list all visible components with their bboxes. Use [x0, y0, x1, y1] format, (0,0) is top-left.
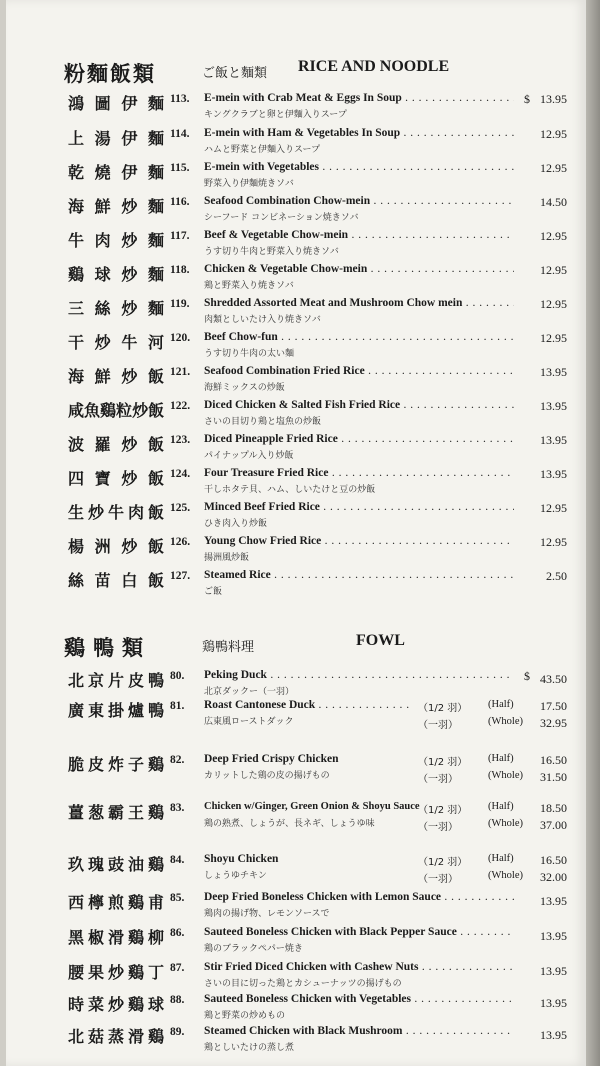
dish-name-char: 鷄: [147, 803, 164, 822]
dish-name-char: 四: [68, 469, 85, 488]
dish-name-char: 鷄: [68, 265, 85, 284]
dish-name-japanese: 揚洲風炒飯: [204, 553, 250, 563]
dish-name-char: 鴻: [68, 94, 85, 113]
dish-name-japanese: うす切り牛肉の太い麵: [204, 349, 295, 359]
dish-name-char: 東: [87, 701, 104, 720]
section-title-japanese: ご飯と麵類: [202, 66, 268, 81]
dish-name-chinese: [68, 534, 164, 557]
dish-name-char: 湯: [94, 129, 111, 148]
half-price: 18.50: [540, 801, 567, 815]
dish-name-japanese: 肉類としいたけ入り焼きソバ: [204, 315, 321, 325]
dish-name-char: 蒸: [107, 1027, 124, 1046]
price: 12.95: [540, 535, 567, 549]
menu-item: [6, 568, 586, 598]
dish-name-char: 麵: [147, 94, 164, 113]
whole-price: 31.50: [540, 770, 567, 784]
dish-name-char: 掛: [107, 701, 124, 720]
dish-name-char: 絲: [94, 299, 111, 318]
fowl-section-header: [6, 632, 586, 662]
item-number: 86.: [170, 927, 185, 939]
dish-name-char: 波: [68, 435, 85, 454]
menu-item: [6, 925, 586, 965]
dish-name-char: 苗: [94, 571, 111, 590]
menu-item: [6, 160, 586, 190]
price: 43.50: [540, 672, 567, 686]
dish-name-char: 燒: [94, 163, 111, 182]
dish-name-char: 飯: [147, 571, 164, 590]
dish-name-char: 王: [127, 803, 144, 822]
dish-name-char: 滑: [127, 1027, 144, 1046]
dish-name-char: 炒: [132, 401, 149, 420]
dish-name-char: 圖: [94, 94, 111, 113]
portion-whole-label: (Whole): [488, 818, 523, 829]
price: 13.95: [540, 365, 567, 379]
dish-name-english: Chicken w/Ginger, Green Onion & Shoyu Sauce: [204, 801, 420, 812]
dish-name-japanese: 鶏肉の揚げ物、レモンソースで: [204, 909, 330, 919]
dish-name-char: 炒: [107, 963, 124, 982]
currency-symbol: $: [524, 92, 530, 106]
dish-name-char: 魚: [84, 401, 101, 420]
dish-name-char: 鴨: [147, 701, 164, 720]
menu-item: [6, 228, 586, 258]
dish-name-char: 炒: [121, 469, 138, 488]
menu-page: [6, 0, 586, 1066]
dish-name-char: 牛: [68, 231, 85, 250]
dish-name-char: 絲: [68, 571, 85, 590]
dish-name-japanese: カリットした鶏の皮の揚げもの: [204, 771, 330, 781]
dish-name-chinese: [68, 925, 164, 948]
dish-name-char: 洲: [94, 537, 111, 556]
dish-name-char: 脆: [68, 755, 85, 774]
price: 13.95: [540, 433, 567, 447]
dish-name-english: Chicken & Vegetable Chow-mein . . .: [204, 263, 514, 275]
dish-name-japanese: しょうゆチキン: [204, 871, 267, 881]
whole-price: 32.95: [540, 716, 567, 730]
dish-name-char: 炒: [121, 537, 138, 556]
rice-noodle-section-header: [6, 58, 586, 88]
whole-price: 37.00: [540, 818, 567, 832]
dish-name-char: 瑰: [87, 855, 104, 874]
dish-name-char: 伊: [121, 129, 138, 148]
section-title-english: RICE AND NOODLE: [298, 58, 450, 75]
menu-item: [6, 398, 586, 428]
dish-name-char: 咸: [68, 401, 85, 420]
dish-name-japanese: さいの目に切った鶏とカシューナッツの揚げもの: [204, 979, 402, 989]
dish-name-japanese: ご飯: [204, 587, 223, 597]
dish-name-chinese: [68, 800, 164, 823]
dish-name-char: 鮮: [94, 367, 111, 386]
dish-name-chinese: [68, 160, 164, 183]
dish-name-char: 海: [68, 367, 85, 386]
dish-name-char: 楊: [68, 537, 85, 556]
dish-name-japanese: 海鮮ミックスの炒飯: [204, 383, 285, 393]
dish-name-char: 麵: [147, 163, 164, 182]
dish-name-english: E-mein with Vegetables . . .: [204, 161, 514, 173]
dish-name-char: 球: [147, 995, 164, 1014]
portion-whole-japanese: （一羽）: [418, 874, 458, 885]
dish-name-char: 飯: [148, 401, 165, 420]
dish-name-char: 炒: [121, 197, 138, 216]
dish-name-char: 炒: [107, 995, 124, 1014]
menu-item: [6, 364, 586, 394]
dish-name-chinese: [68, 398, 164, 421]
section-title-japanese: 鶏鴨料理: [202, 640, 255, 655]
dish-name-japanese: シーフード コンビネーション焼きソバ: [204, 213, 359, 223]
menu-item: [6, 91, 586, 121]
section-title-english: FOWL: [356, 632, 405, 649]
menu-item: [6, 852, 586, 892]
dish-name-japanese: 野菜入り伊麵焼きソバ: [204, 179, 294, 189]
dish-name-japanese: 干しホタテ貝、ハム、しいたけと豆の炒飯: [204, 485, 376, 495]
dish-name-char: 干: [68, 333, 85, 352]
dish-name-char: 麵: [147, 231, 164, 250]
dish-name-char: 伊: [121, 163, 138, 182]
dish-name-char: 丁: [147, 963, 164, 982]
dish-name-char: 球: [94, 265, 111, 284]
dish-name-english: Young Chow Fried Rice . . .: [204, 535, 514, 547]
dish-name-char: 白: [121, 571, 138, 590]
price: 2.50: [546, 569, 567, 583]
dish-name-english: Roast Cantonese Duck . . .: [204, 699, 410, 711]
dish-name-japanese: 北京ダックー（一羽）: [204, 687, 295, 697]
dish-name-char: 麵: [147, 129, 164, 148]
dish-name-char: 檸: [87, 893, 104, 912]
dish-name-char: 乾: [68, 163, 85, 182]
dish-name-char: 伊: [121, 94, 138, 113]
item-number: 123.: [170, 434, 191, 446]
dish-name-char: 鷄: [147, 1027, 164, 1046]
portion-half-japanese: （1/2 羽）: [418, 805, 468, 816]
dish-name-char: 煎: [107, 893, 124, 912]
menu-item: [6, 890, 586, 930]
dish-name-japanese: 鶏と野菜入り焼きソバ: [204, 281, 294, 291]
dish-name-english: Diced Chicken & Salted Fish Fried Rice . . .: [204, 399, 514, 411]
dish-name-char: 甫: [147, 893, 164, 912]
dish-name-chinese: [68, 1024, 164, 1047]
dish-name-chinese: [68, 668, 164, 691]
dish-name-chinese: [68, 126, 164, 149]
portion-half-japanese: （1/2 羽）: [418, 703, 468, 714]
half-price: 16.50: [540, 753, 567, 767]
dish-name-char: 腰: [68, 963, 85, 982]
dish-name-char: 薑: [68, 803, 85, 822]
menu-item: [6, 500, 586, 530]
item-number: 117.: [170, 230, 190, 242]
dish-name-char: 飯: [147, 503, 164, 522]
dish-name-japanese: 鶏のブラックペパー焼き: [204, 944, 303, 954]
item-number: 122.: [170, 400, 191, 412]
item-number: 125.: [170, 502, 191, 514]
dish-name-japanese: パイナップル入り炒飯: [204, 451, 294, 461]
item-number: 80.: [170, 670, 185, 682]
dish-name-char: 北: [68, 671, 85, 690]
portion-whole-japanese: （一羽）: [418, 774, 458, 785]
price: 13.95: [540, 996, 567, 1010]
dish-name-char: 皮: [87, 755, 104, 774]
dish-name-char: 鮮: [94, 197, 111, 216]
dish-name-char: 爐: [127, 701, 144, 720]
portion-half-japanese: （1/2 羽）: [418, 857, 468, 868]
item-number: 118.: [170, 264, 190, 276]
dish-name-japanese: さいの目切り鶏と塩魚の炒飯: [204, 417, 322, 427]
dish-name-english: Shredded Assorted Meat and Mushroom Chow mein . . .: [204, 297, 514, 309]
dish-name-chinese: [68, 466, 164, 489]
dish-name-chinese: [68, 194, 164, 217]
dish-name-english: Diced Pineapple Fried Rice . . .: [204, 433, 514, 445]
dish-name-chinese: [68, 500, 164, 523]
menu-item: [6, 466, 586, 496]
dish-name-japanese: キングクラブと卵と伊麵入りスープ: [204, 110, 347, 120]
dish-name-char: 炒: [121, 231, 138, 250]
dish-name-chinese: [68, 364, 164, 387]
item-number: 82.: [170, 754, 185, 766]
item-number: 119.: [170, 298, 190, 310]
dish-name-english: Steamed Rice . . .: [204, 569, 514, 581]
dish-name-char: 京: [87, 671, 104, 690]
price: 13.95: [540, 92, 567, 106]
dish-name-char: 菜: [87, 995, 104, 1014]
price: 13.95: [540, 399, 567, 413]
dish-name-english: Four Treasure Fried Rice . . .: [204, 467, 514, 479]
dish-name-char: 果: [87, 963, 104, 982]
dish-name-english: Deep Fried Crispy Chicken: [204, 753, 339, 765]
dish-name-chinese: [68, 296, 164, 319]
dish-name-char: 廣: [68, 701, 85, 720]
price: 13.95: [540, 929, 567, 943]
portion-half-label: (Half): [488, 853, 514, 864]
dish-name-char: 子: [127, 755, 144, 774]
dish-name-char: 油: [127, 855, 144, 874]
dish-name-char: 霸: [107, 803, 124, 822]
dish-name-english: Sauteed Boneless Chicken with Black Pepper Sauce . . .: [204, 926, 514, 938]
dish-name-english: Minced Beef Fried Rice . . .: [204, 501, 514, 513]
dish-name-char: 西: [68, 893, 85, 912]
dish-name-english: Steamed Chicken with Black Mushroom . . .: [204, 1025, 514, 1037]
menu-item: [6, 296, 586, 326]
dish-name-char: 麵: [147, 299, 164, 318]
dish-name-english: E-mein with Crab Meat & Eggs In Soup . . .: [204, 92, 514, 104]
item-number: 124.: [170, 468, 191, 480]
price: 13.95: [540, 964, 567, 978]
dish-name-char: 海: [68, 197, 85, 216]
whole-price: 32.00: [540, 870, 567, 884]
dish-name-english: Beef & Vegetable Chow-mein . . .: [204, 229, 514, 241]
dish-name-char: 椒: [87, 928, 104, 947]
menu-item: [6, 126, 586, 156]
dish-name-char: 炒: [121, 435, 138, 454]
item-number: 85.: [170, 892, 185, 904]
dish-name-char: 牛: [107, 503, 124, 522]
dish-name-char: 炸: [107, 755, 124, 774]
dish-name-char: 豉: [107, 855, 124, 874]
dish-name-char: 炒: [121, 265, 138, 284]
dish-name-char: 寶: [94, 469, 111, 488]
price: 12.95: [540, 161, 567, 175]
dish-name-char: 玖: [68, 855, 85, 874]
dish-name-japanese: 鶏と野菜の炒めもの: [204, 1011, 286, 1021]
dish-name-char: 飯: [147, 435, 164, 454]
portion-whole-label: (Whole): [488, 870, 523, 881]
menu-item: [6, 194, 586, 224]
menu-item: [6, 800, 586, 840]
dish-name-char: 飯: [147, 537, 164, 556]
price: 13.95: [540, 467, 567, 481]
dish-name-char: 柳: [147, 928, 164, 947]
price: 13.95: [540, 894, 567, 908]
dish-name-japanese: うす切り牛肉と野菜入り焼きソバ: [204, 247, 339, 257]
dish-name-chinese: [68, 330, 164, 353]
dish-name-char: 菇: [87, 1027, 104, 1046]
dish-name-char: 飯: [147, 469, 164, 488]
half-price: 16.50: [540, 853, 567, 867]
dish-name-char: 肉: [94, 231, 111, 250]
dish-name-japanese: 鶏の熟煮、しょうが、長ネギ、しょうゆ味: [204, 819, 375, 829]
item-number: 126.: [170, 536, 191, 548]
dish-name-chinese: [68, 568, 164, 591]
dish-name-english: Stir Fried Diced Chicken with Cashew Nuts . . .: [204, 961, 514, 973]
dish-name-japanese: ひき肉入り炒飯: [204, 519, 268, 529]
dish-name-chinese: [68, 852, 164, 875]
item-number: 89.: [170, 1026, 185, 1038]
portion-whole-label: (Whole): [488, 770, 523, 781]
dish-name-char: 肉: [127, 503, 144, 522]
item-number: 120.: [170, 332, 191, 344]
dish-name-char: 麵: [147, 265, 164, 284]
dish-name-english: Seafood Combination Fried Rice . . .: [204, 365, 514, 377]
dish-name-english: Beef Chow-fun . . .: [204, 331, 514, 343]
dish-name-char: 炒: [94, 333, 111, 352]
price: 13.95: [540, 1028, 567, 1042]
price: 12.95: [540, 229, 567, 243]
dish-name-chinese: [68, 752, 164, 775]
dish-name-chinese: [68, 228, 164, 251]
dish-name-char: 炒: [121, 299, 138, 318]
section-title-chinese: 粉麵飯類: [64, 61, 156, 86]
dish-name-char: 滑: [107, 928, 124, 947]
portion-whole-label: (Whole): [488, 716, 523, 727]
dish-name-char: 飯: [147, 367, 164, 386]
dish-name-english: Peking Duck . . .: [204, 669, 514, 681]
dish-name-char: 葱: [87, 803, 104, 822]
item-number: 81.: [170, 700, 185, 712]
price: 12.95: [540, 263, 567, 277]
dish-name-char: 鷄: [100, 401, 117, 420]
dish-name-char: 鷄: [127, 995, 144, 1014]
dish-name-char: 三: [68, 299, 85, 318]
portion-whole-japanese: （一羽）: [418, 720, 458, 731]
dish-name-char: 鷄: [127, 963, 144, 982]
item-number: 127.: [170, 570, 191, 582]
price: 12.95: [540, 331, 567, 345]
dish-name-english: Sauteed Boneless Chicken with Vegetables . . .: [204, 993, 514, 1005]
price: 12.95: [540, 501, 567, 515]
dish-name-english: E-mein with Ham & Vegetables In Soup . . .: [204, 127, 514, 139]
item-number: 121.: [170, 366, 191, 378]
menu-item: [6, 432, 586, 462]
dish-name-char: 粒: [116, 401, 133, 420]
dish-name-chinese: [68, 890, 164, 913]
menu-item: [6, 262, 586, 292]
portion-half-label: (Half): [488, 699, 514, 710]
dish-name-char: 黑: [68, 928, 85, 947]
dish-name-char: 鷄: [147, 855, 164, 874]
currency-symbol: $: [524, 669, 530, 683]
dish-name-char: 鷄: [127, 928, 144, 947]
item-number: 115.: [170, 162, 190, 174]
dish-name-char: 炒: [121, 367, 138, 386]
dish-name-chinese: [68, 992, 164, 1015]
item-number: 114.: [170, 128, 190, 140]
dish-name-char: 上: [68, 129, 85, 148]
menu-item: [6, 534, 586, 564]
dish-name-char: 時: [68, 995, 85, 1014]
item-number: 88.: [170, 994, 185, 1006]
portion-whole-japanese: （一羽）: [418, 822, 458, 833]
item-number: 84.: [170, 854, 185, 866]
section-title-chinese: 鷄鴨類: [64, 635, 151, 660]
dish-name-char: 炒: [87, 503, 104, 522]
dish-name-chinese: [68, 91, 164, 114]
dish-name-char: 牛: [121, 333, 138, 352]
price: 12.95: [540, 127, 567, 141]
dish-name-char: 皮: [127, 671, 144, 690]
dish-name-char: 鷄: [147, 755, 164, 774]
portion-half-japanese: （1/2 羽）: [418, 757, 468, 768]
dish-name-chinese: [68, 698, 164, 721]
dish-name-char: 河: [147, 333, 164, 352]
item-number: 113.: [170, 93, 190, 105]
dish-name-char: 鴨: [147, 671, 164, 690]
menu-item: [6, 752, 586, 792]
half-price: 17.50: [540, 699, 567, 713]
dish-name-japanese: 広東風ローストダック: [204, 717, 294, 727]
dish-name-chinese: [68, 262, 164, 285]
dish-name-char: 鷄: [127, 893, 144, 912]
item-number: 83.: [170, 802, 185, 814]
dish-name-english: Deep Fried Boneless Chicken with Lemon Sauce . . .: [204, 891, 514, 903]
item-number: 116.: [170, 196, 190, 208]
dish-name-char: 北: [68, 1027, 85, 1046]
dish-name-char: 麵: [147, 197, 164, 216]
dish-name-english: Shoyu Chicken: [204, 853, 279, 865]
dish-name-char: 羅: [94, 435, 111, 454]
portion-half-label: (Half): [488, 801, 514, 812]
menu-item: [6, 698, 586, 738]
portion-half-label: (Half): [488, 753, 514, 764]
dish-name-chinese: [68, 432, 164, 455]
menu-item: [6, 1024, 586, 1064]
item-number: 87.: [170, 962, 185, 974]
dish-name-english: Seafood Combination Chow-mein . . .: [204, 195, 514, 207]
price: 12.95: [540, 297, 567, 311]
dish-name-char: 片: [107, 671, 124, 690]
menu-item: [6, 330, 586, 360]
dish-name-char: 生: [68, 503, 85, 522]
price: 14.50: [540, 195, 567, 209]
dish-name-japanese: 鶏としいたけの蒸し煮: [204, 1043, 295, 1053]
dish-name-japanese: ハムと野菜と伊麵入りスープ: [204, 145, 321, 155]
dish-name-chinese: [68, 960, 164, 983]
